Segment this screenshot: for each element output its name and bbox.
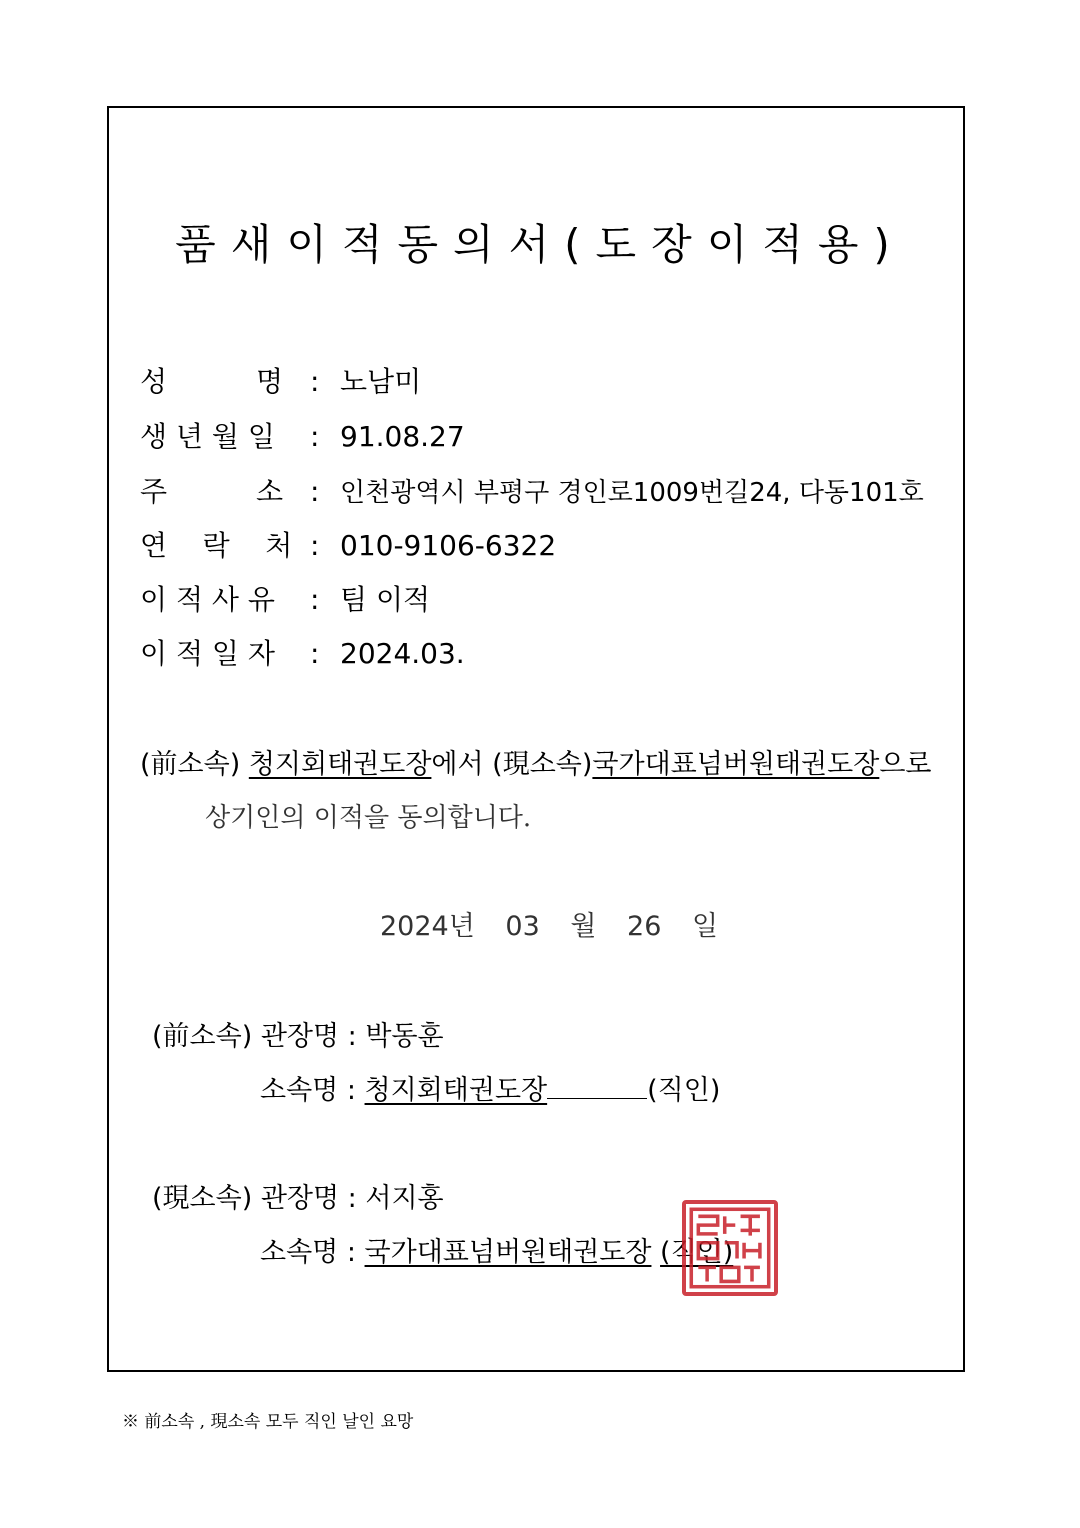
field-address-label: 주 소 — [140, 475, 284, 508]
curr-gym: 국가대표넘버원태권도장 — [592, 749, 880, 780]
field-reason-label: 이 적 사 유 — [140, 583, 275, 616]
field-date: 이 적 일 자 : 2024.03. — [140, 632, 465, 672]
sign-month: 03 — [505, 911, 540, 942]
field-name-label: 성 명 — [140, 365, 284, 398]
curr-gym-name: 국가대표넘버원태권도장 — [364, 1237, 652, 1268]
field-name: 성 명 : 노남미 — [140, 360, 421, 400]
prev-director-label: 관장명 — [260, 1021, 340, 1052]
curr-seal-text: (직인) — [660, 1237, 734, 1268]
sign-month-unit: 월 — [570, 911, 597, 942]
footnote: ※ 前소속 , 現소속 모두 직인 날인 요망 — [122, 1412, 414, 1432]
field-reason: 이 적 사 유 : 팀 이적 — [140, 578, 430, 618]
field-reason-value: 팀 이적 — [340, 583, 431, 616]
prev-seal-text: (직인) — [647, 1075, 721, 1106]
field-birth: 생 년 월 일 : 91.08.27 — [140, 415, 465, 455]
prev-gym-row: 소속명 : 청지회태권도장 (직인) — [260, 1075, 721, 1106]
field-birth-value: 91.08.27 — [340, 420, 465, 453]
prev-gym-label: 소속명 — [260, 1075, 339, 1106]
transfer-statement — [140, 742, 931, 781]
prev-prefix: (前소속) — [140, 749, 241, 780]
curr-director-row: (現소속) 관장명 : 서지홍 — [152, 1183, 444, 1214]
field-birth-label: 생 년 월 일 — [140, 420, 275, 453]
prev-director-row: (前소속) 관장명 : 박동훈 — [152, 1021, 444, 1052]
field-contact-value: 010-9106-6322 — [340, 529, 557, 562]
from-word: 에서 — [431, 749, 484, 780]
prev-gym: 청지회태권도장 — [248, 749, 432, 780]
prev-seal-line — [547, 1076, 647, 1099]
curr-gym-row: 소속명 : 국가대표넘버원태권도장 (직인) — [260, 1237, 734, 1268]
curr-gym-label: 소속명 — [260, 1237, 339, 1268]
sign-day: 26 — [627, 911, 662, 942]
field-address: 주 소 : 인천광역시 부평구 경인로1009번길24, 다동101호 — [140, 470, 924, 510]
field-date-value: 2024.03. — [340, 637, 465, 670]
consent-text: 상기인의 이적을 동의합니다. — [205, 803, 532, 833]
sign-day-unit: 일 — [691, 911, 719, 942]
curr-affil-prefix: (現소속) — [152, 1183, 253, 1214]
curr-director-name: 서지홍 — [365, 1183, 444, 1214]
field-name-value: 노남미 — [340, 365, 422, 398]
to-word: 으로 — [879, 749, 932, 780]
curr-director-label: 관장명 — [260, 1183, 340, 1214]
field-date-label: 이 적 일 자 — [140, 637, 275, 670]
prev-gym-name: 청지회태권도장 — [364, 1075, 548, 1106]
seal-pattern-icon — [686, 1204, 774, 1292]
field-contact-label: 연 락 처 — [140, 529, 293, 562]
field-contact: 연 락 처 : 010-9106-6322 — [140, 524, 556, 564]
document-title: 품새이적동의서(도장이적용) — [175, 220, 905, 269]
sign-date — [380, 904, 740, 943]
curr-prefix: (現소속) — [492, 749, 593, 780]
sign-year: 2024년 — [380, 911, 475, 942]
prev-affil-prefix: (前소속) — [152, 1021, 253, 1052]
prev-director-name: 박동훈 — [365, 1021, 444, 1052]
field-address-value: 인천광역시 부평구 경인로1009번길24, 다동101호 — [340, 478, 924, 508]
official-seal-stamp — [682, 1200, 778, 1296]
